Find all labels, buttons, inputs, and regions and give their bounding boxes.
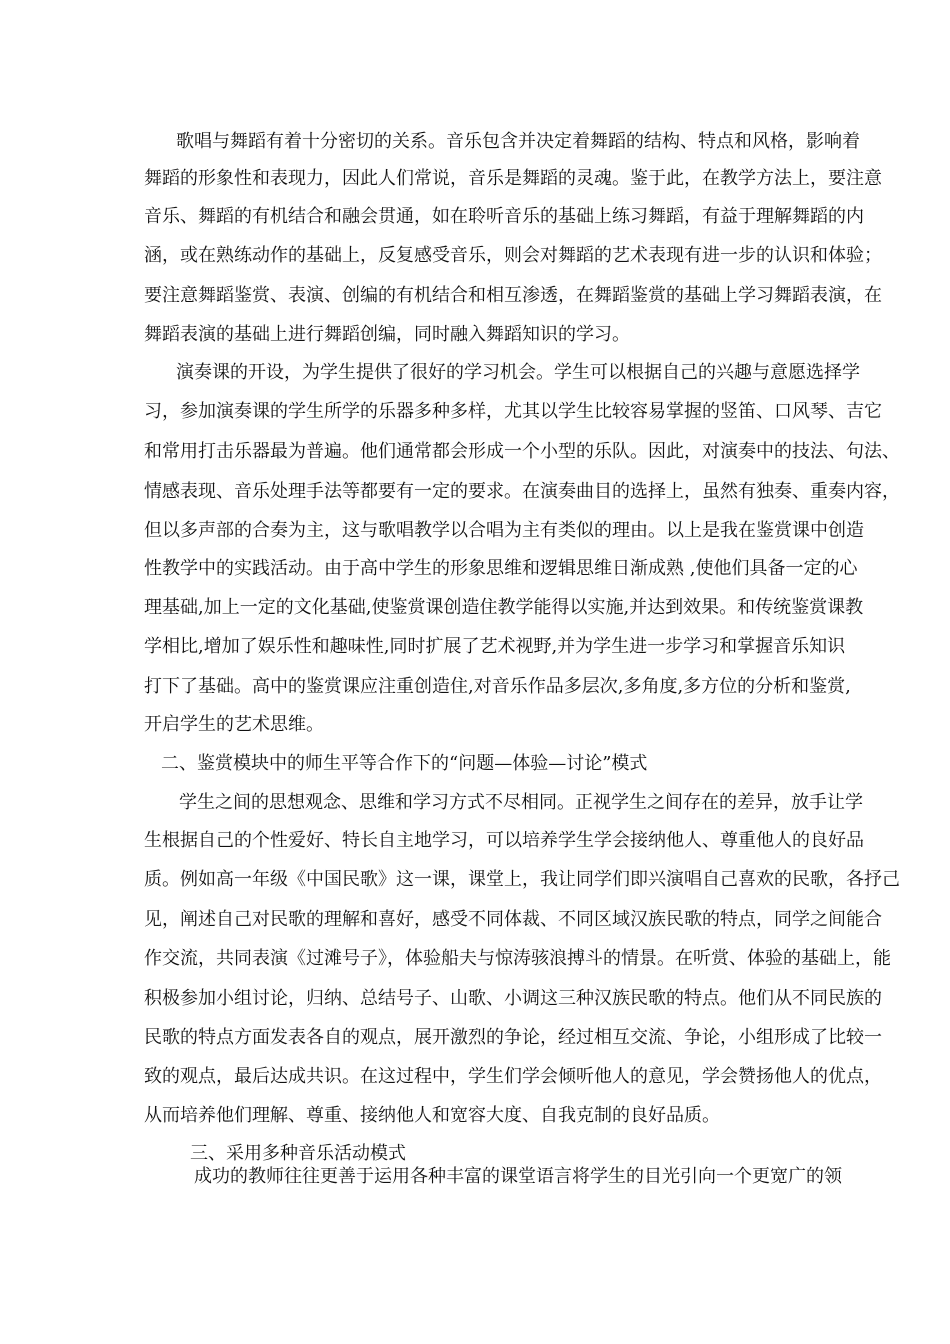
paragraph-2-line: 和常用打击乐器最为普遍。他们通常都会形成一个小型的乐队。因此，对演奏中的技法、句法、	[144, 441, 900, 462]
paragraph-2-line: 情感表现、音乐处理手法等都要有一定的要求。在演奏曲目的选择上，虽然有独奏、重奏内容，	[144, 481, 900, 502]
paragraph-3-line: 见，阐述自己对民歌的理解和喜好，感受不同体裁、不同区域汉族民歌的特点，同学之间能合	[144, 909, 882, 930]
paragraph-2-line: 但以多声部的合奏为主，这与歌唱教学以合唱为主有类似的理由。以上是我在鉴赏课中创造	[144, 520, 864, 541]
paragraph-2-line: 习，参加演奏课的学生所学的乐器多种多样，尤其以学生比较容易掌握的竖笛、口风琴、吉它	[144, 401, 882, 422]
section-heading-2: 二、鉴赏模块中的师生平等合作下的“问题—体验—讨论”模式	[161, 753, 648, 774]
paragraph-2-line: 性教学中的实践活动。由于高中学生的形象思维和逻辑思维日渐成熟 ,使他们具备一定的心	[144, 558, 858, 579]
paragraph-3-line: 民歌的特点方面发表各自的观点，展开激烈的争论，经过相互交流、争论，小组形成了比较一	[144, 1027, 882, 1048]
paragraph-2-line: 理基础,加上一定的文化基础,使鉴赏课创造住教学能得以实施,并达到效果。和传统鉴赏课教	[144, 597, 864, 618]
paragraph-2-line: 学相比,增加了娱乐性和趣味性,同时扩展了艺术视野,并为学生进一步学习和掌握音乐知识	[144, 636, 846, 657]
paragraph-3-line: 致的观点，最后达成共识。在这过程中，学生们学会倾听他人的意见，学会赞扬他人的优点，	[144, 1066, 882, 1087]
paragraph-3-line: 生根据自己的个性爱好、特长自主地学习，可以培养学生学会接纳他人、尊重他人的良好品	[144, 830, 864, 851]
paragraph-1-line: 舞蹈表演的基础上进行舞蹈创编，同时融入舞蹈知识的学习。	[144, 324, 630, 345]
paragraph-4-line: 成功的教师往往更善于运用各种丰富的课堂语言将学生的目光引向一个更宽广的领	[194, 1166, 842, 1187]
paragraph-3-line: 从而培养他们理解、尊重、接纳他人和宽容大度、自我克制的良好品质。	[144, 1105, 720, 1126]
paragraph-3-line: 学生之间的思想观念、思维和学习方式不尽相同。正视学生之间存在的差异，放手让学	[179, 792, 863, 813]
paragraph-1-line: 音乐、舞蹈的有机结合和融会贯通，如在聆听音乐的基础上练习舞蹈，有益于理解舞蹈的内	[144, 206, 864, 227]
paragraph-1-line: 舞蹈的形象性和表现力，因此人们常说，音乐是舞蹈的灵魂。鉴于此，在教学方法上，要注意	[144, 168, 882, 189]
paragraph-2-line: 演奏课的开设，为学生提供了很好的学习机会。学生可以根据自己的兴趣与意愿选择学	[176, 362, 860, 383]
paragraph-1-line: 涵，或在熟练动作的基础上，反复感受音乐，则会对舞蹈的艺术表现有进一步的认识和体验；	[144, 245, 882, 266]
paragraph-2-line: 打下了基础。高中的鉴赏课应注重创造住,对音乐作品多层次,多角度,多方位的分析和鉴赏,	[144, 676, 851, 697]
paragraph-3-line: 作交流，共同表演《过滩号子》，体验船夫与惊涛骇浪搏斗的情景。在听赏、体验的基础上，能	[144, 948, 891, 969]
paragraph-3-line: 质。例如高一年级《中国民歌》这一课，课堂上，我让同学们即兴演唱自己喜欢的民歌，各抒己	[144, 869, 900, 890]
paragraph-2-line: 开启学生的艺术思维。	[144, 714, 324, 735]
paragraph-1-line: 要注意舞蹈鉴赏、表演、创编的有机结合和相互渗透，在舞蹈鉴赏的基础上学习舞蹈表演，在	[144, 285, 882, 306]
paragraph-1-line: 歌唱与舞蹈有着十分密切的关系。音乐包含并决定着舞蹈的结构、特点和风格，影响着	[176, 131, 860, 152]
section-heading-3: 三、采用多种音乐活动模式	[190, 1143, 406, 1164]
paragraph-3-line: 积极参加小组讨论，归纳、总结号子、山歌、小调这三种汉族民歌的特点。他们从不同民族的	[144, 988, 882, 1009]
